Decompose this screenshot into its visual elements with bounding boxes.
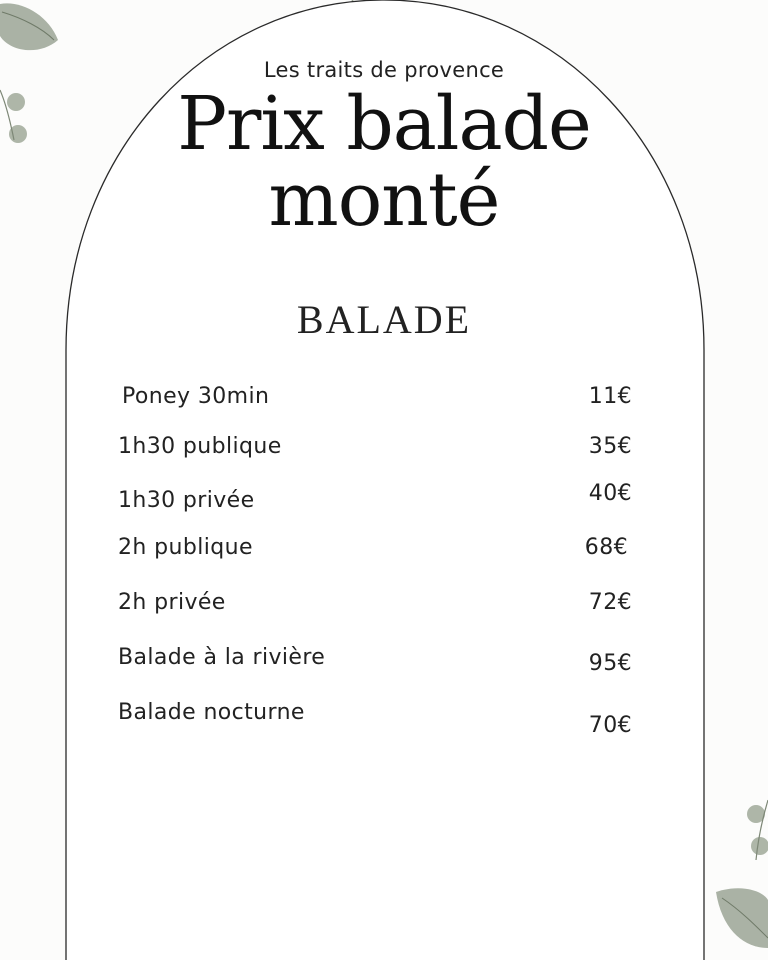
price-label: 1h30 publique: [118, 434, 282, 459]
price-label: Balade à la rivière: [118, 645, 326, 670]
price-value: 95€: [588, 651, 632, 676]
price-label: Balade nocturne: [118, 700, 305, 725]
price-value: 40€: [588, 481, 632, 506]
price-label: 1h30 privée: [118, 488, 255, 513]
price-label: Poney 30min: [122, 384, 270, 409]
page-title: [0, 81, 768, 243]
price-value: 11€: [588, 384, 632, 409]
price-value: 70€: [588, 713, 632, 738]
price-value: 35€: [588, 434, 632, 459]
price-value: 72€: [588, 590, 632, 615]
price-value: 68€: [584, 535, 628, 560]
title-line-2: monté: [268, 157, 500, 243]
price-label: 2h privée: [118, 590, 226, 615]
business-name: Les traits de provence: [263, 58, 505, 82]
title-line-1: Prix balade: [177, 81, 591, 167]
price-label: 2h publique: [118, 535, 253, 560]
section-title: BALADE: [296, 297, 472, 342]
